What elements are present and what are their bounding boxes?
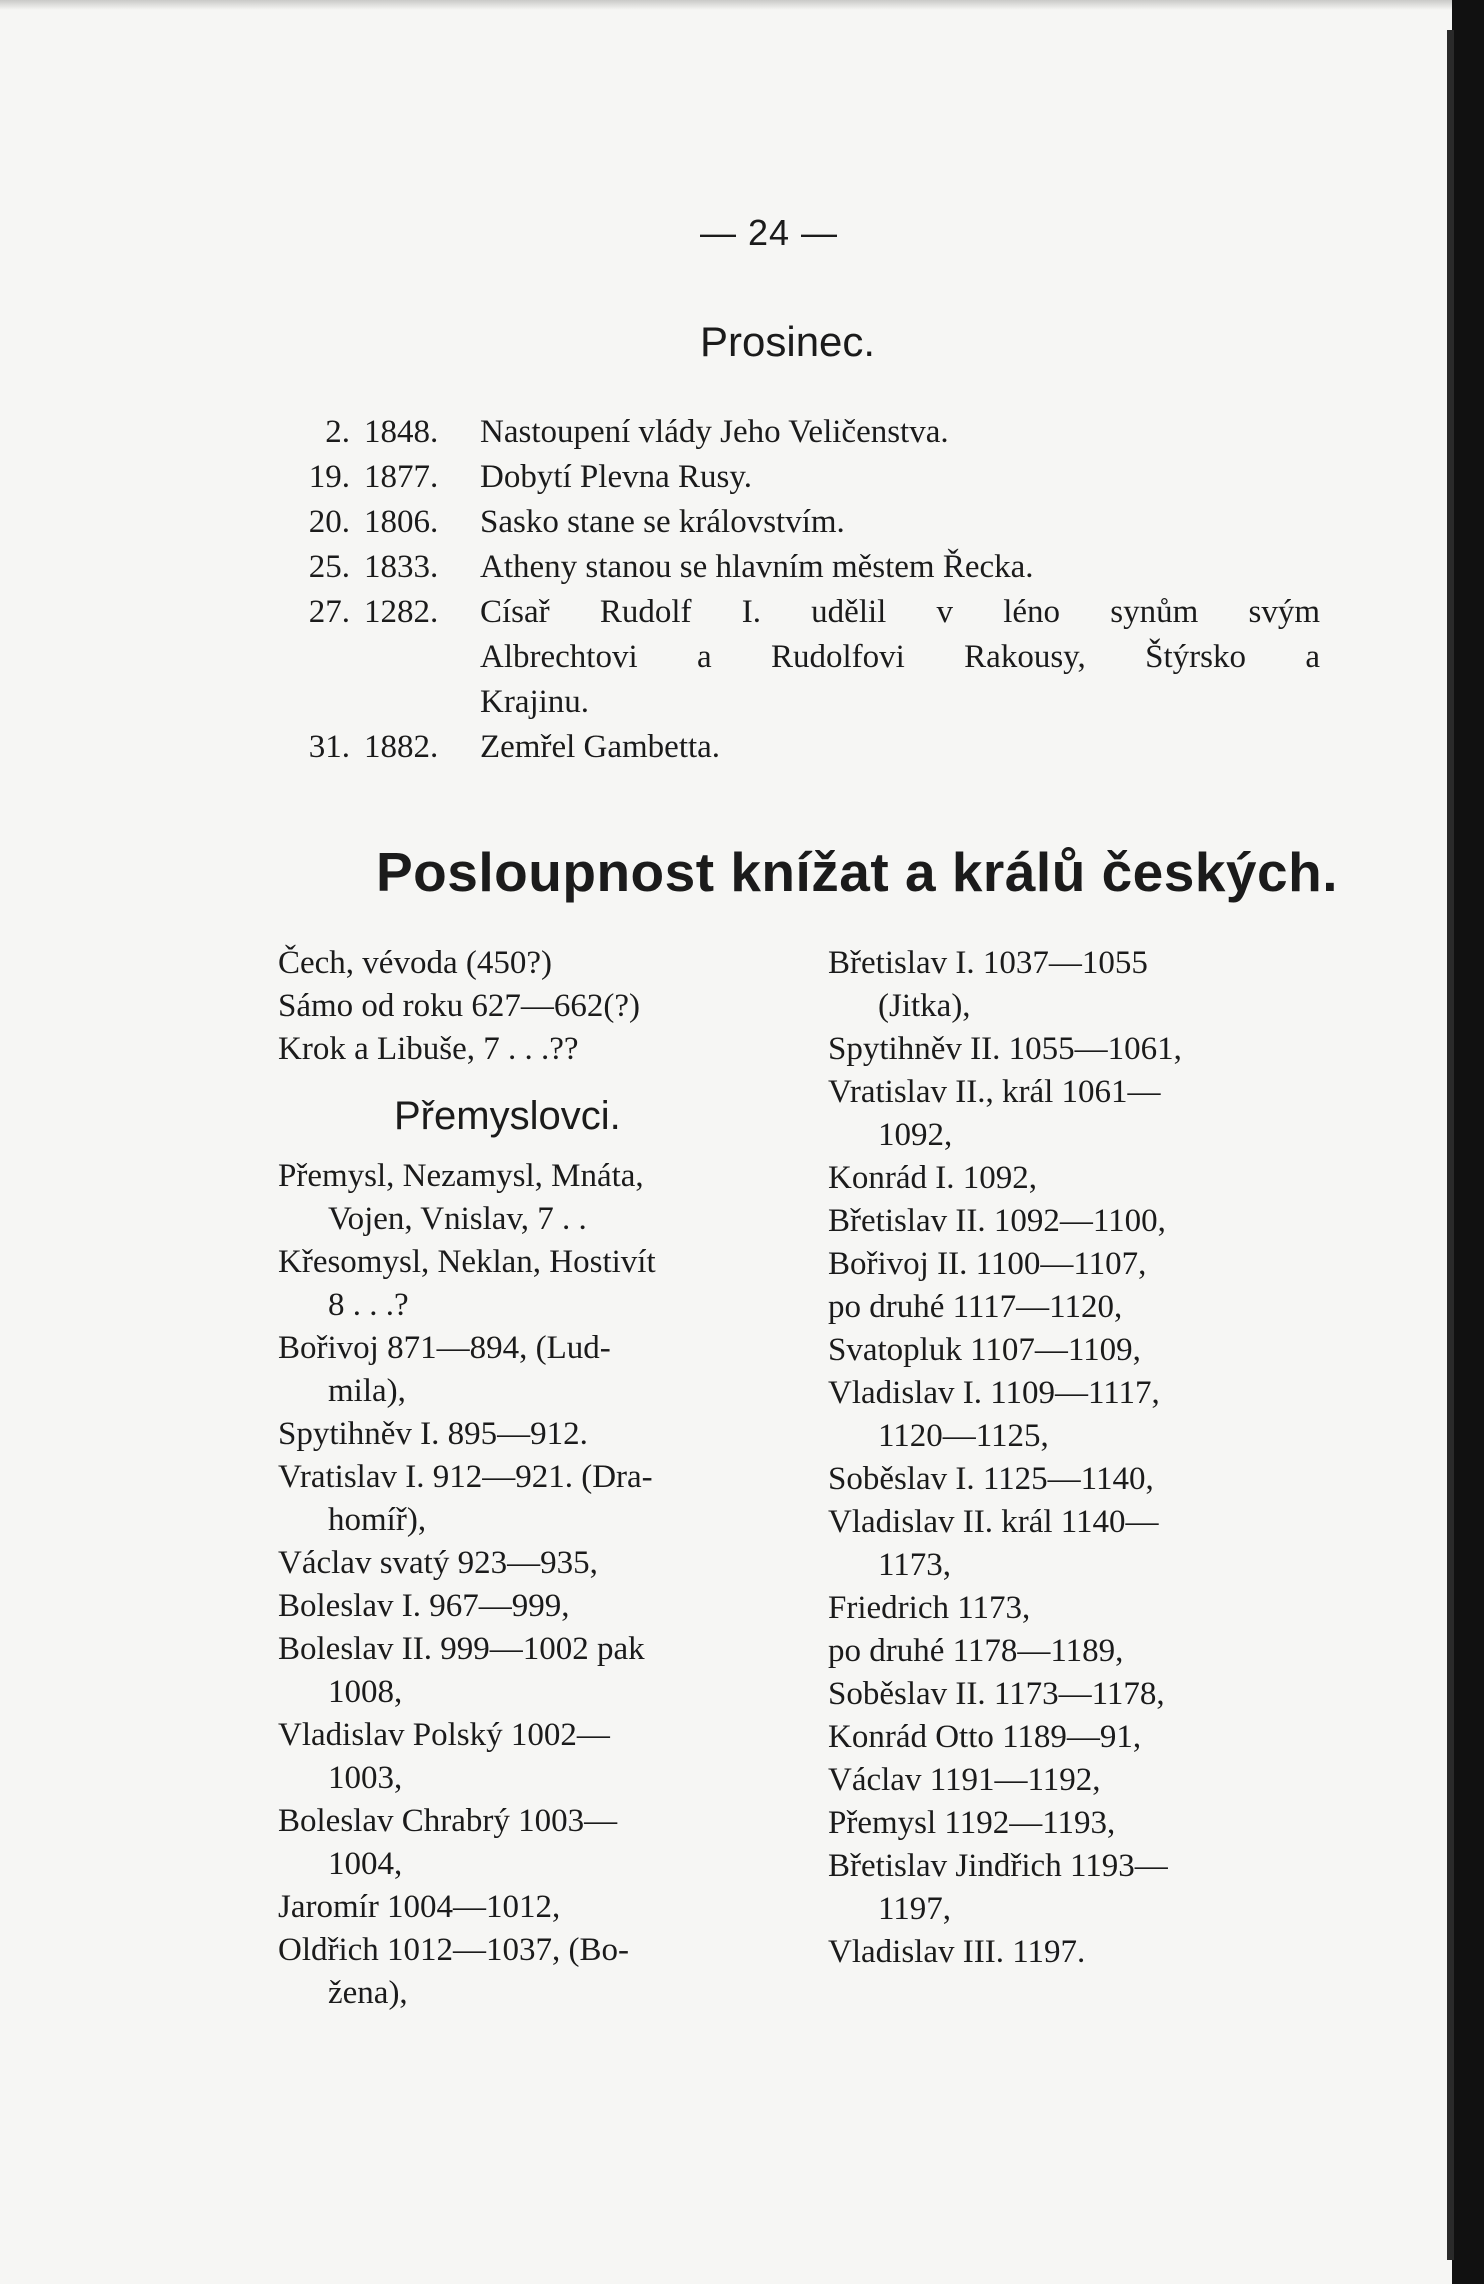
ruler-entry-text: Břetislav Jindřich 1193—	[828, 1848, 1168, 1884]
ruler-entry	[278, 1714, 770, 1800]
event-year: 1877.	[364, 459, 439, 495]
event-day: 25.	[308, 549, 350, 585]
event-row	[270, 545, 1320, 590]
ruler-entry-continuation: Vojen, Vnislav, 7 . .	[328, 1201, 587, 1237]
ruler-entry-text: Sámo od roku 627—662(?)	[278, 988, 641, 1024]
ruler-entry-text: po druhé 1117—1120,	[828, 1289, 1123, 1325]
ruler-entry	[828, 1372, 1320, 1458]
ruler-entry	[828, 1587, 1320, 1630]
ruler-entry-text: Svatopluk 1107—1109,	[828, 1332, 1141, 1368]
ruler-entry-text: Oldřich 1012—1037, (Bo-	[278, 1932, 630, 1968]
ruler-entry-text: Křesomysl, Neklan, Hostivít	[278, 1244, 656, 1280]
ruler-entry	[278, 1028, 770, 1071]
event-day: 20.	[308, 504, 350, 540]
events-list	[270, 410, 1320, 770]
ruler-entry	[828, 1071, 1320, 1157]
ruler-entry-text: Spytihněv II. 1055—1061,	[828, 1031, 1182, 1067]
event-line: Atheny stanou se hlavním městem Řecka.	[480, 549, 1034, 585]
ruler-entry	[278, 1800, 770, 1886]
event-line: Krajinu.	[480, 684, 590, 720]
ruler-entry	[828, 1157, 1320, 1200]
ruler-entry-text: Boleslav I. 967—999,	[278, 1588, 570, 1624]
event-year: 1848.	[364, 414, 439, 450]
event-day: 19.	[308, 459, 350, 495]
ruler-entry-continuation: homíř),	[328, 1502, 427, 1538]
ruler-entry	[828, 1028, 1320, 1071]
event-year: 1806.	[364, 504, 439, 540]
ruler-entry	[278, 1456, 770, 1542]
event-text	[480, 455, 1320, 500]
ruler-entry-text: Vladislav III. 1197.	[828, 1934, 1086, 1970]
rulers-right-column	[828, 942, 1320, 1974]
ruler-entry	[278, 1585, 770, 1628]
event-line: Zemřel Gambetta.	[480, 729, 721, 765]
page-binding-edge	[1452, 0, 1484, 2284]
page-binding-shadow	[1447, 30, 1454, 2260]
ruler-entry	[828, 1501, 1320, 1587]
ruler-entry-text: Soběslav I. 1125—1140,	[828, 1461, 1154, 1497]
ruler-entry	[828, 1802, 1320, 1845]
ruler-entry	[828, 942, 1320, 1028]
ruler-entry-text: po druhé 1178—1189,	[828, 1633, 1124, 1669]
ruler-entry-continuation: 1173,	[878, 1547, 952, 1583]
event-year: 1882.	[364, 729, 439, 765]
ruler-entry	[278, 1929, 770, 2015]
ruler-entry-text: Václav 1191—1192,	[828, 1762, 1101, 1798]
dynasty-subheading: Přemyslovci.	[394, 1094, 621, 1138]
ruler-entry-text: Vladislav II. král 1140—	[828, 1504, 1159, 1540]
event-year: 1833.	[364, 549, 439, 585]
event-day: 31.	[308, 729, 350, 765]
ruler-entry	[278, 1241, 770, 1327]
ruler-entry-text: Soběslav II. 1173—1178,	[828, 1676, 1165, 1712]
ruler-entry	[278, 1628, 770, 1714]
ruler-entry	[828, 1243, 1320, 1286]
ruler-entry-text: Krok a Libuše, 7 . . .??	[278, 1031, 579, 1067]
ruler-entry	[278, 1542, 770, 1585]
ruler-entry	[828, 1200, 1320, 1243]
ruler-entry-text: Břetislav II. 1092—1100,	[828, 1203, 1166, 1239]
event-line: Sasko stane se královstvím.	[480, 504, 845, 540]
ruler-entry-continuation: 1120—1125,	[878, 1418, 1049, 1454]
event-line: Albrechtovi a Rudolfovi Rakousy, Štýrsko a	[480, 639, 1320, 675]
ruler-entry	[828, 1630, 1320, 1673]
ruler-entry	[828, 1931, 1320, 1974]
event-text	[480, 410, 1320, 455]
ruler-entry	[278, 1886, 770, 1929]
rulers-heading: Posloupnost knížat a králů českých.	[376, 841, 1338, 903]
ruler-entry	[828, 1329, 1320, 1372]
ruler-entry-continuation: mila),	[328, 1373, 406, 1409]
event-row	[270, 590, 1320, 725]
page-top-edge	[0, 0, 1452, 10]
ruler-entry-text: Václav svatý 923—935,	[278, 1545, 598, 1581]
event-row	[270, 410, 1320, 455]
event-day: 2.	[325, 414, 350, 450]
page-number: — 24 —	[700, 212, 839, 253]
event-line: Císař Rudolf I. udělil v léno synům svým	[480, 594, 1320, 630]
ruler-entry-text: Bořivoj II. 1100—1107,	[828, 1246, 1147, 1282]
ruler-entry	[828, 1286, 1320, 1329]
event-text	[480, 725, 1320, 770]
ruler-entry-text: Boleslav II. 999—1002 pak	[278, 1631, 645, 1667]
ruler-entry	[828, 1716, 1320, 1759]
ruler-entry-text: Vratislav I. 912—921. (Dra-	[278, 1459, 653, 1495]
ruler-entry-continuation: 1197,	[878, 1891, 952, 1927]
event-text	[480, 500, 1320, 545]
ruler-entry-text: Jaromír 1004—1012,	[278, 1889, 561, 1925]
ruler-entry-continuation: 1008,	[328, 1674, 403, 1710]
ruler-entry	[278, 1327, 770, 1413]
ruler-entry-text: Vladislav Polský 1002—	[278, 1717, 610, 1753]
ruler-entry-continuation: 1092,	[878, 1117, 953, 1153]
ruler-entry-continuation: 1003,	[328, 1760, 403, 1796]
rulers-left-column	[278, 942, 770, 2015]
ruler-entry-text: Friedrich 1173,	[828, 1590, 1031, 1626]
ruler-entry-text: Vratislav II., král 1061—	[828, 1074, 1161, 1110]
event-text	[480, 545, 1320, 590]
ruler-entry	[828, 1458, 1320, 1501]
event-text	[480, 590, 1320, 725]
ruler-entry-text: Přemysl 1192—1193,	[828, 1805, 1116, 1841]
event-year: 1282.	[364, 594, 439, 630]
event-day: 27.	[308, 594, 350, 630]
ruler-entry-text: Břetislav I. 1037—1055	[828, 945, 1148, 981]
ruler-entry	[278, 1155, 770, 1241]
ruler-entry-text: Boleslav Chrabrý 1003—	[278, 1803, 618, 1839]
event-row	[270, 455, 1320, 500]
ruler-entry	[278, 1413, 770, 1456]
ruler-entry-continuation: (Jitka),	[878, 988, 971, 1024]
ruler-entry-text: Konrád I. 1092,	[828, 1160, 1037, 1196]
ruler-entry	[828, 1759, 1320, 1802]
event-line: Nastoupení vlády Jeho Veličenstva.	[480, 414, 949, 450]
event-line: Dobytí Plevna Rusy.	[480, 459, 752, 495]
ruler-entry-text: Spytihněv I. 895—912.	[278, 1416, 588, 1452]
ruler-entry-text: Vladislav I. 1109—1117,	[828, 1375, 1160, 1411]
ruler-entry-continuation: 8 . . .?	[328, 1287, 409, 1323]
ruler-entry	[828, 1845, 1320, 1931]
ruler-entry-continuation: 1004,	[328, 1846, 403, 1882]
ruler-entry-text: Bořivoj 871—894, (Lud-	[278, 1330, 611, 1366]
ruler-entry-text: Konrád Otto 1189—91,	[828, 1719, 1142, 1755]
ruler-entry	[828, 1673, 1320, 1716]
event-row	[270, 500, 1320, 545]
ruler-entry-text: Přemysl, Nezamysl, Mnáta,	[278, 1158, 644, 1194]
event-row	[270, 725, 1320, 770]
ruler-entry	[278, 942, 770, 985]
ruler-entry	[278, 985, 770, 1028]
month-heading: Prosinec.	[700, 318, 876, 365]
ruler-entry-continuation: žena),	[328, 1975, 408, 2011]
ruler-entry-text: Čech, vévoda (450?)	[278, 945, 552, 981]
